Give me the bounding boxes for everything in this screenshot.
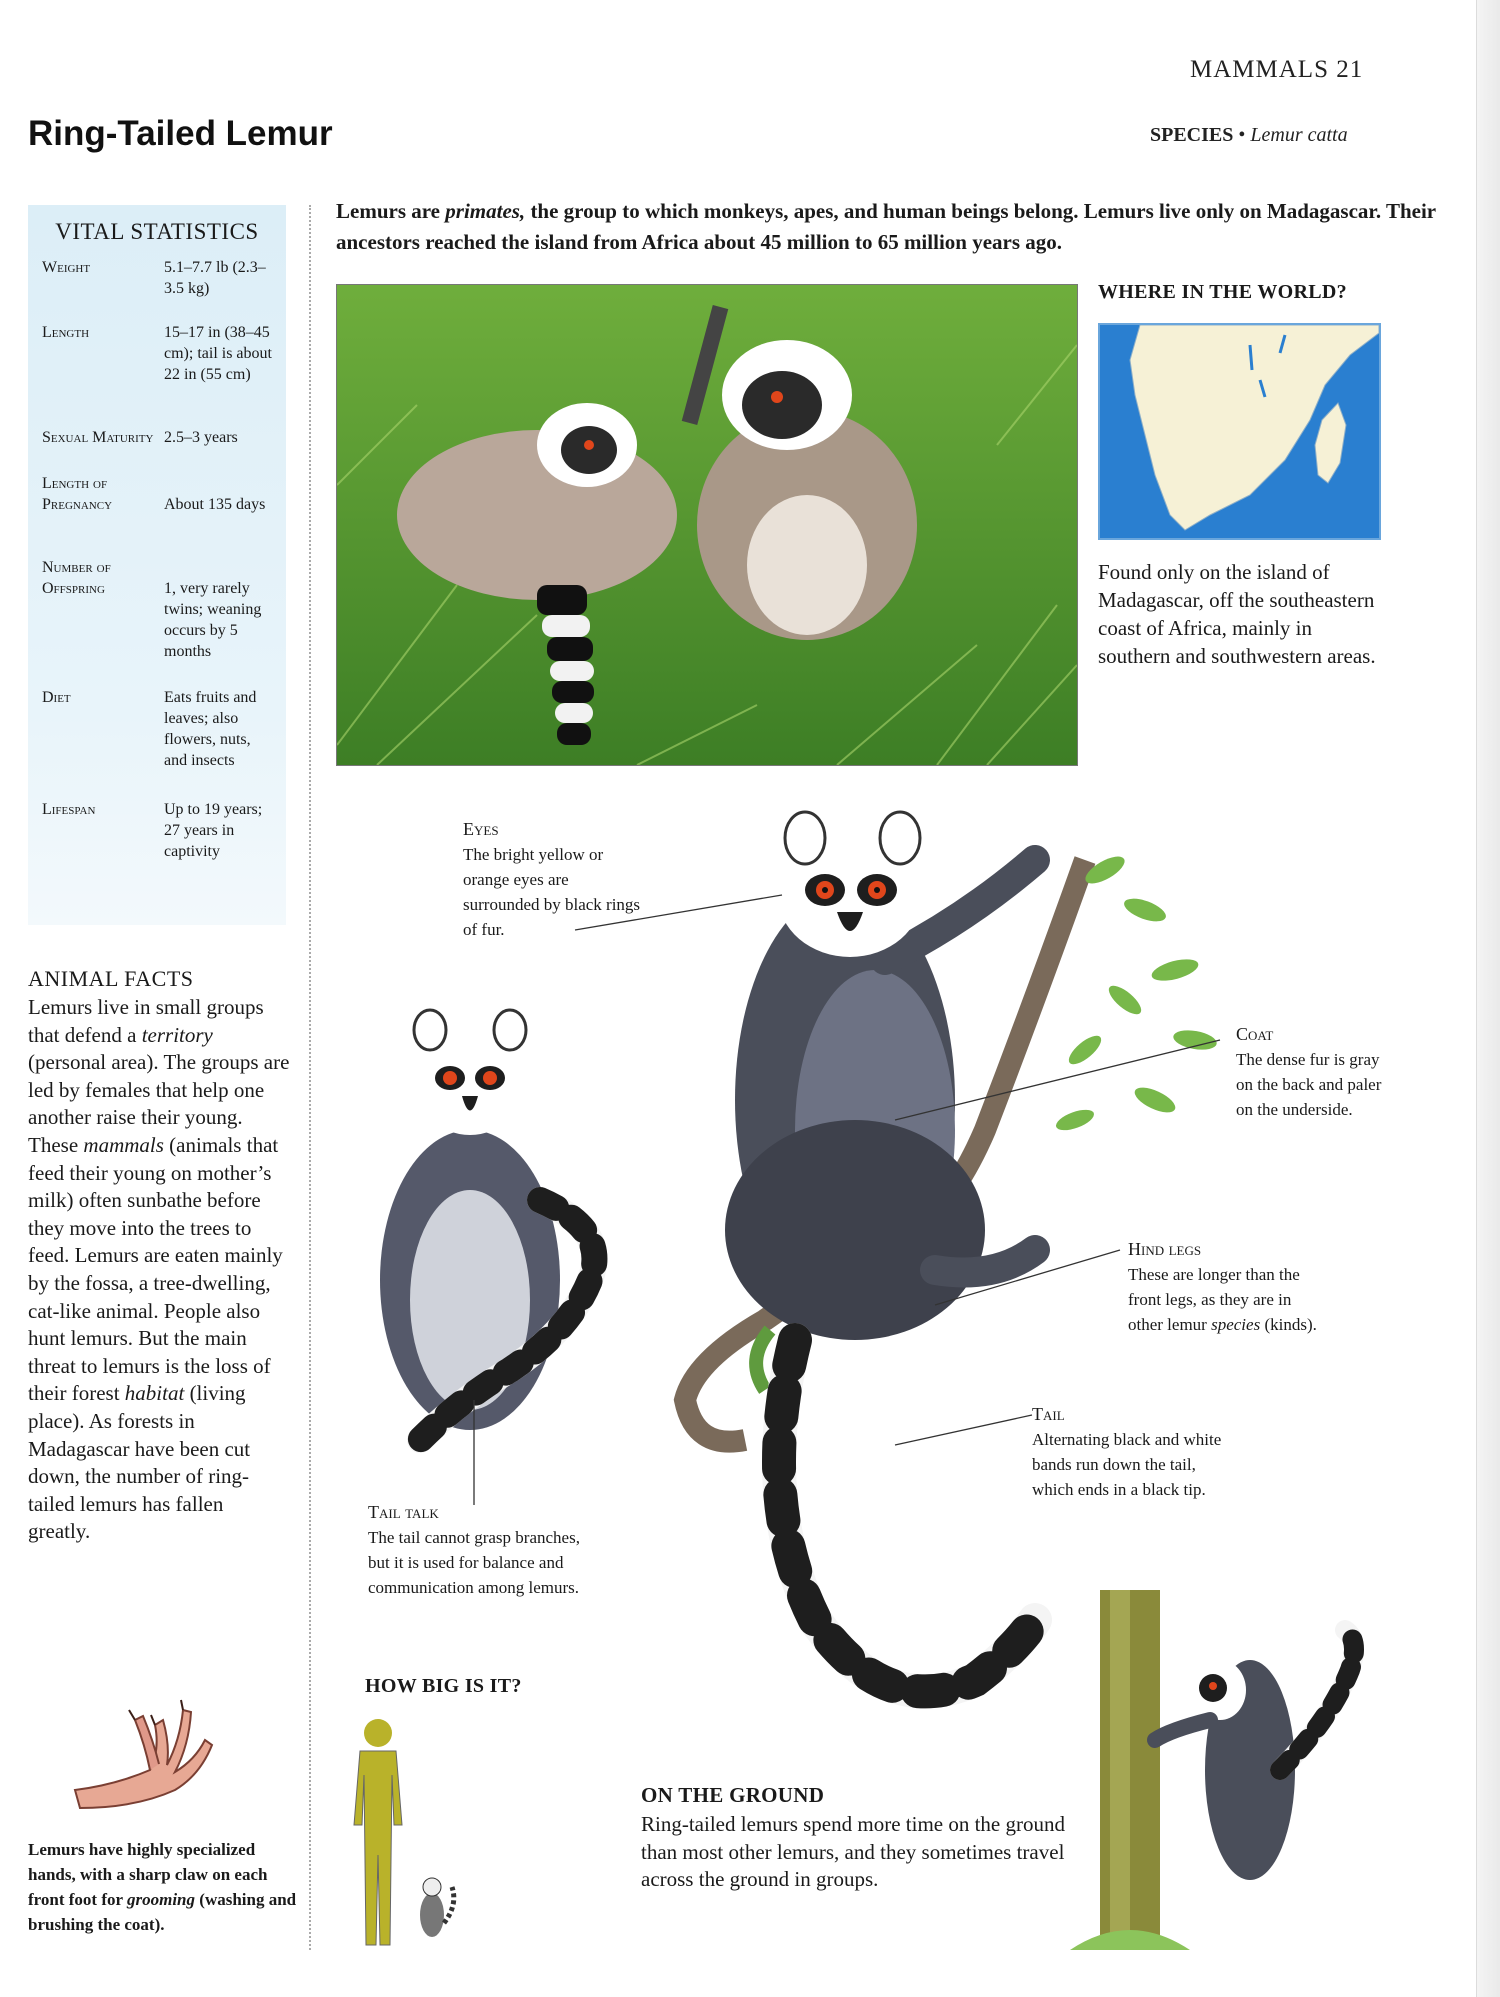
facts-text-part: (animals that feed their young on mother’s milk) often sunbathe before they move into the trees to feed. Lemurs are eaten mainly by the fossa, a tree-dwelling, cat-like animal. People also hunt lemurs. But the main threat to lemurs is the loss of their forest (28, 1132, 283, 1406)
callout-title: Hind legs (1128, 1239, 1202, 1259)
vital-label: Diet (42, 689, 71, 706)
vital-statistics-heading: VITAL STATISTICS (55, 219, 259, 244)
vital-label: Length of Pregnancy (42, 475, 113, 513)
vital-value: About 135 days (164, 496, 266, 513)
facts-term: mammals (83, 1132, 164, 1157)
intro-part: Lemurs are (336, 199, 446, 223)
on-the-ground-heading: ON THE GROUND (641, 1783, 825, 1807)
callout-text: The bright yellow or orange eyes are surrounded by black rings of fur. (463, 845, 641, 939)
vital-label: Sexual Maturity (42, 429, 154, 446)
hand-caption-term: grooming (127, 1890, 196, 1909)
callout-text: These are longer than the front legs, as they are in other lemur (1128, 1265, 1300, 1334)
callout-term: species (1211, 1315, 1261, 1334)
callout-text: The dense fur is gray on the back and paler on the underside. (1236, 1050, 1382, 1119)
map-caption: Found only on the island of Madagascar, off the southeastern coast of Africa, mainly in southern and southwestern areas. (1098, 560, 1376, 668)
vital-label: Weight (42, 259, 91, 276)
intro-part: the group to which monkeys, apes, and human beings belong. Lemurs live only on Madagascar. Their ancestors reached the island from Africa about 45 million to 65 million years ago. (336, 199, 1436, 254)
facts-text-part: (personal area). The groups are led by females that help one another raise their young. These (28, 1050, 290, 1157)
how-big-heading: HOW BIG IS IT? (365, 1675, 522, 1697)
vital-value: Up to 19 years; 27 years in captivity (164, 801, 263, 860)
hand-caption-part: Lemurs have highly specialized hands, with a sharp claw on each front foot for (28, 1840, 268, 1909)
callout-title: Tail talk (368, 1502, 439, 1522)
callout-coat (1236, 1022, 1386, 1122)
callout-text: (kinds). (1260, 1315, 1317, 1334)
species-label: SPECIES (1150, 124, 1234, 146)
vital-value: 5.1–7.7 lb (2.3–3.5 kg) (164, 259, 266, 297)
callout-title: Coat (1236, 1024, 1274, 1044)
callout-text: The tail cannot grasp branches, but it is used for balance and communication among lemurs. (368, 1528, 580, 1597)
callout-eyes (463, 817, 643, 942)
running-head: MAMMALS 21 (1190, 56, 1364, 83)
vital-value: 2.5–3 years (164, 429, 238, 446)
page-title: Ring-Tailed Lemur (28, 114, 333, 153)
species-line: SPECIES • Lemur catta (1150, 124, 1348, 146)
intro-term: primates, (445, 199, 526, 223)
callout-hind-legs (1128, 1237, 1318, 1337)
callout-tail-talk (368, 1500, 604, 1600)
callout-text: Alternating black and white bands run down the tail, which ends in a black tip. (1032, 1430, 1222, 1499)
callout-title: Eyes (463, 819, 499, 839)
species-name: Lemur catta (1250, 124, 1348, 146)
animal-facts-heading: ANIMAL FACTS (28, 966, 194, 991)
vital-label: Number of Offspring (42, 559, 111, 597)
on-the-ground-text: Ring-tailed lemurs spend more time on the ground than most other lemurs, and they sometimes travel across the ground in groups. (641, 1812, 1065, 1891)
vital-label: Length (42, 324, 90, 341)
facts-term: habitat (124, 1381, 185, 1406)
hand-caption-part: (washing and brushing the coat). (28, 1890, 297, 1934)
map-heading: WHERE IN THE WORLD? (1098, 281, 1347, 303)
callout-title: Tail (1032, 1404, 1065, 1424)
facts-text-part: (living place). As forests in Madagascar have been cut down, the number of ring-tailed lemurs has fallen greatly. (28, 1381, 251, 1544)
vital-value: Eats fruits and leaves; also flowers, nuts, and insects (164, 689, 257, 769)
vital-label: Lifespan (42, 801, 96, 818)
vital-value: 1, very rarely twins; weaning occurs by 5 months (164, 580, 262, 660)
facts-text-part: Lemurs live in small groups that defend a (28, 995, 264, 1047)
callout-tail (1032, 1402, 1232, 1502)
vital-value: 15–17 in (38–45 cm); tail is about 22 in (55 cm) (164, 324, 272, 383)
facts-term: territory (141, 1022, 213, 1047)
